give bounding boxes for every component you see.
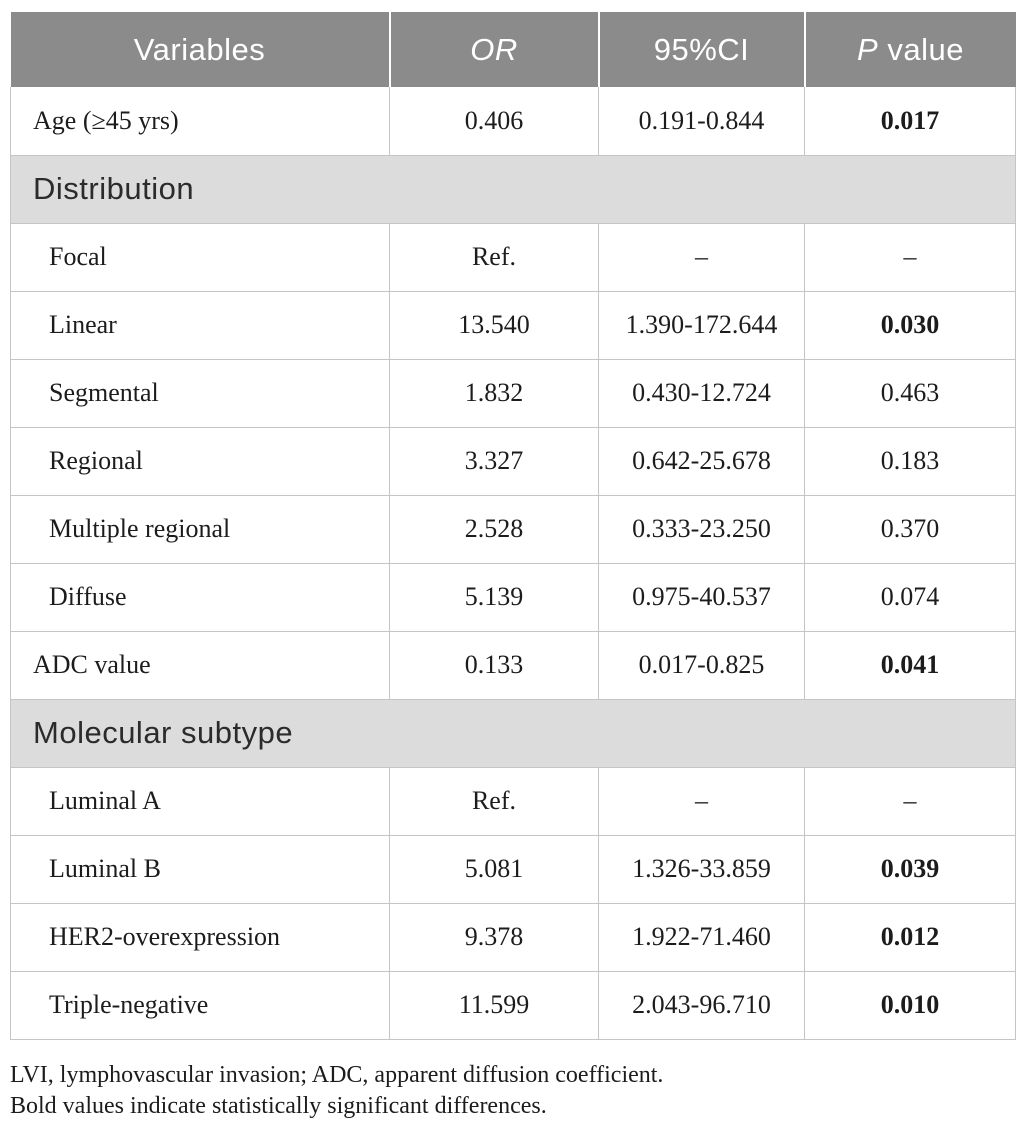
or-value-cell: Ref. bbox=[390, 767, 599, 835]
or-value-cell: 11.599 bbox=[390, 971, 599, 1039]
section-header-row bbox=[11, 699, 1016, 767]
variable-label-cell: Luminal B bbox=[11, 835, 390, 903]
or-value-cell: 13.540 bbox=[390, 291, 599, 359]
table-row bbox=[11, 359, 1016, 427]
ci-value-cell: 0.642-25.678 bbox=[599, 427, 805, 495]
p-value-cell: 0.183 bbox=[805, 427, 1016, 495]
header-row bbox=[11, 12, 1016, 87]
footnote-abbreviations: LVI, lymphovascular invasion; ADC, apparent diffusion coefficient. bbox=[10, 1061, 664, 1088]
p-value-cell: 0.017 bbox=[805, 87, 1016, 155]
variable-label-cell: Multiple regional bbox=[11, 495, 390, 563]
p-value-cell: – bbox=[805, 767, 1016, 835]
header-pvalue bbox=[805, 12, 1016, 87]
ci-value-cell: 0.191-0.844 bbox=[599, 87, 805, 155]
table-row bbox=[11, 495, 1016, 563]
or-value-cell: 3.327 bbox=[390, 427, 599, 495]
p-value-cell: 0.010 bbox=[805, 971, 1016, 1039]
or-value-cell: 2.528 bbox=[390, 495, 599, 563]
or-value-cell: Ref. bbox=[390, 223, 599, 291]
or-value-cell: 0.133 bbox=[390, 631, 599, 699]
variable-label-cell: Focal bbox=[11, 223, 390, 291]
ci-value-cell: 0.975-40.537 bbox=[599, 563, 805, 631]
section-header-label: Molecular subtype bbox=[11, 699, 1016, 767]
ci-value-cell: 1.326-33.859 bbox=[599, 835, 805, 903]
ci-value-cell: – bbox=[599, 767, 805, 835]
header-ci-label: 95%CI bbox=[653, 31, 750, 67]
ci-value-cell: – bbox=[599, 223, 805, 291]
statistics-table bbox=[10, 12, 1016, 1040]
variable-label-cell: Age (≥45 yrs) bbox=[11, 87, 390, 155]
ci-value-cell: 0.333-23.250 bbox=[599, 495, 805, 563]
header-pvalue-label: value bbox=[878, 31, 964, 67]
variable-label-cell: HER2-overexpression bbox=[11, 903, 390, 971]
variable-label-cell: ADC value bbox=[11, 631, 390, 699]
or-value-cell: 1.832 bbox=[390, 359, 599, 427]
section-header-label: Distribution bbox=[11, 155, 1016, 223]
header-or-italic: OR bbox=[470, 31, 518, 67]
variable-label-cell: Diffuse bbox=[11, 563, 390, 631]
ci-value-cell: 1.922-71.460 bbox=[599, 903, 805, 971]
p-value-cell: 0.041 bbox=[805, 631, 1016, 699]
section-header-row bbox=[11, 155, 1016, 223]
ci-value-cell: 0.017-0.825 bbox=[599, 631, 805, 699]
table-row bbox=[11, 223, 1016, 291]
variable-label-cell: Segmental bbox=[11, 359, 390, 427]
footnote-bold-note: Bold values indicate statistically significant differences. bbox=[10, 1092, 547, 1119]
header-pvalue-italic: P bbox=[857, 31, 879, 67]
variable-label-cell: Luminal A bbox=[11, 767, 390, 835]
header-variables bbox=[11, 12, 390, 87]
table-header bbox=[11, 12, 1016, 87]
table-row bbox=[11, 87, 1016, 155]
p-value-cell: – bbox=[805, 223, 1016, 291]
ci-value-cell: 2.043-96.710 bbox=[599, 971, 805, 1039]
header-or bbox=[390, 12, 599, 87]
ci-value-cell: 1.390-172.644 bbox=[599, 291, 805, 359]
p-value-cell: 0.039 bbox=[805, 835, 1016, 903]
table-row bbox=[11, 291, 1016, 359]
header-variables-label: Variables bbox=[133, 31, 266, 67]
or-value-cell: 5.139 bbox=[390, 563, 599, 631]
variable-label-cell: Triple-negative bbox=[11, 971, 390, 1039]
ci-value-cell: 0.430-12.724 bbox=[599, 359, 805, 427]
table-row bbox=[11, 427, 1016, 495]
table-row bbox=[11, 903, 1016, 971]
variable-label-cell: Linear bbox=[11, 291, 390, 359]
or-value-cell: 9.378 bbox=[390, 903, 599, 971]
p-value-cell: 0.463 bbox=[805, 359, 1016, 427]
table-row bbox=[11, 767, 1016, 835]
table-body bbox=[11, 87, 1016, 1039]
table-row bbox=[11, 835, 1016, 903]
p-value-cell: 0.030 bbox=[805, 291, 1016, 359]
table-row bbox=[11, 971, 1016, 1039]
p-value-cell: 0.012 bbox=[805, 903, 1016, 971]
p-value-cell: 0.370 bbox=[805, 495, 1016, 563]
or-value-cell: 0.406 bbox=[390, 87, 599, 155]
or-value-cell: 5.081 bbox=[390, 835, 599, 903]
table-row bbox=[11, 631, 1016, 699]
variable-label-cell: Regional bbox=[11, 427, 390, 495]
header-ci bbox=[599, 12, 805, 87]
p-value-cell: 0.074 bbox=[805, 563, 1016, 631]
table-row bbox=[11, 563, 1016, 631]
table-footnotes bbox=[10, 1060, 1015, 1122]
